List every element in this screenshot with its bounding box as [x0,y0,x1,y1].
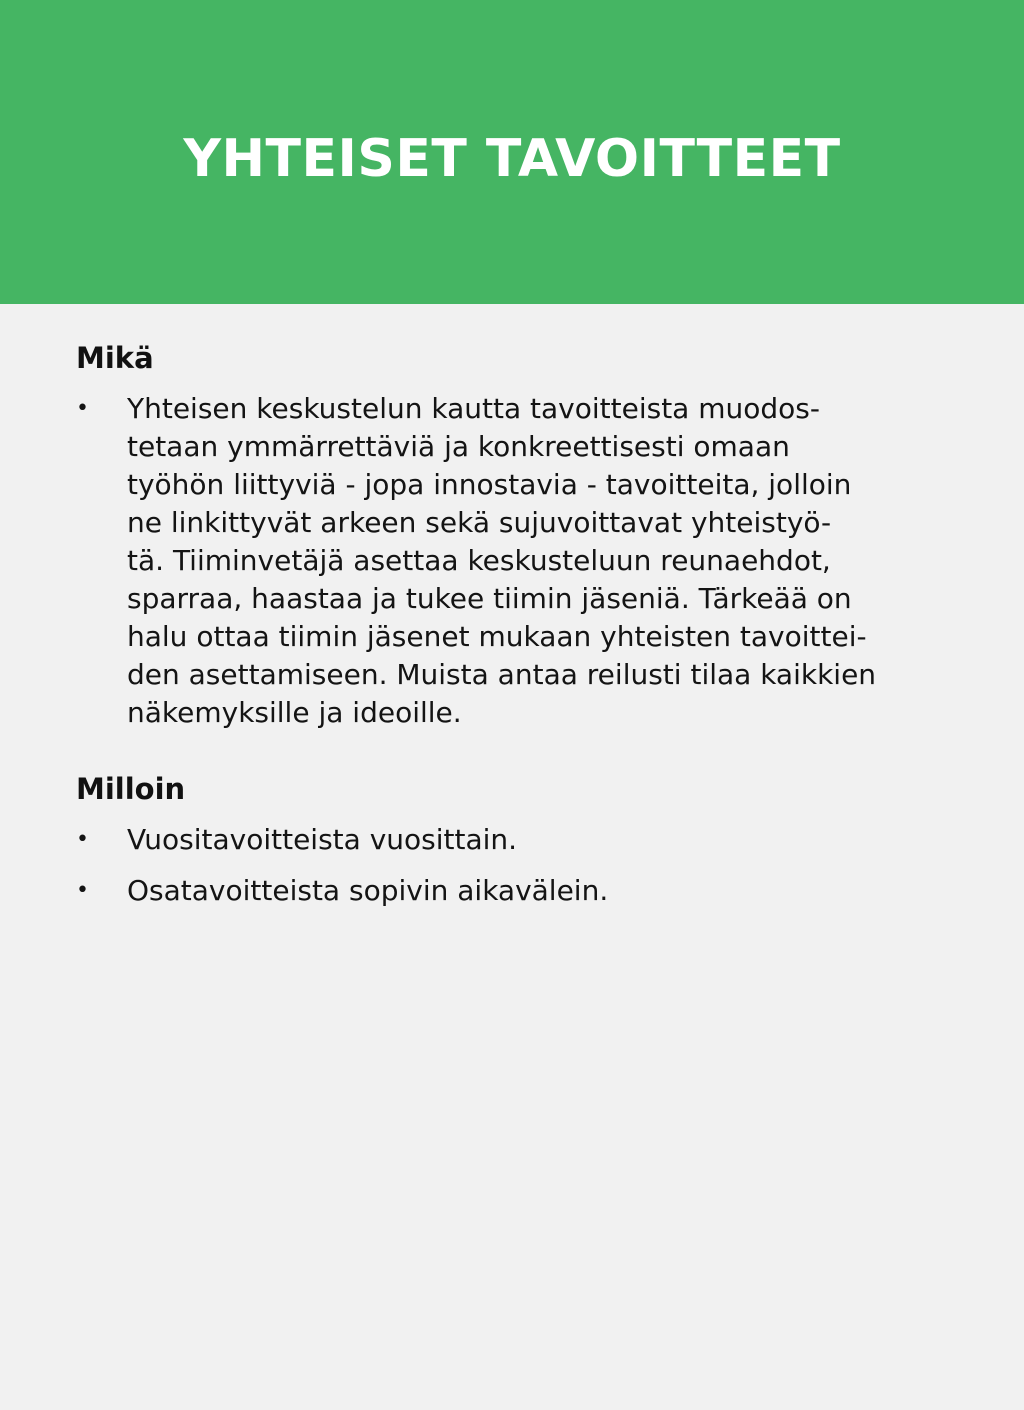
mika-list [76,390,936,732]
list-item [76,390,936,732]
page-title: YHTEISET TAVOITTEET [183,129,841,189]
list-item-text: Vuositavoitteista vuosittain. [127,823,518,856]
list-item [76,821,936,859]
section-heading-mika: Mikä [76,341,154,375]
bullet-icon: • [76,827,89,852]
list-item [76,872,936,910]
list-item-text: Osatavoitteista sopivin aikavälein. [127,874,609,907]
header-banner [0,0,1024,304]
bullet-icon: • [76,878,89,903]
milloin-list [76,821,936,910]
list-item-text: Yhteisen keskustelun kautta tavoitteista muodos- tetaan ymmärrettäviä ja konkreettisesti omaan työhön liittyviä - jopa innostavia - tavoitteita, jolloin ne linkittyvät arkeen sekä sujuvoittavat yhteistyö- tä. Tiiminvetäjä asettaa keskusteluun reunaehdot, sparraa, haastaa ja tukee tiimin jäseniä. Tärkeää on halu ottaa tiimin jäsenet mukaan yhteisten tavoittei- den asettamiseen. Muista antaa reilusti tilaa kaikkien näkemyksille ja ideoille. [127,392,877,729]
bullet-icon: • [76,396,89,421]
section-heading-milloin: Milloin [76,772,186,806]
